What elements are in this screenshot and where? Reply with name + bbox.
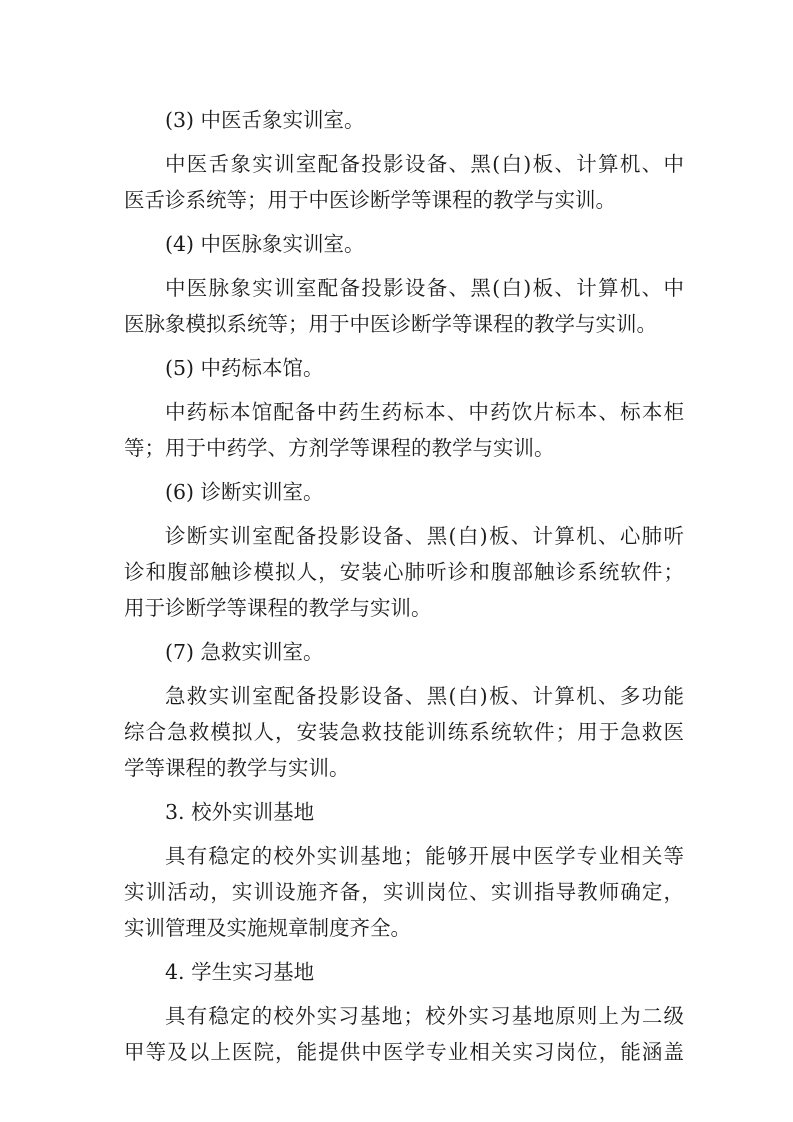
text-line: 甲等及以上医院，能提供中医学专业相关实习岗位，能涵盖 (124, 1040, 684, 1064)
text-line: 医舌诊系统等；用于中医诊断学等课程的教学与实训。 (124, 188, 616, 212)
section-heading: 3. 校外实训基地 (165, 800, 315, 824)
section-heading: (4) 中医脉象实训室。 (165, 232, 365, 256)
section-heading: (5) 中药标本馆。 (165, 356, 324, 380)
text-line: 急救实训室配备投影设备、黑(白)板、计算机、多功能 (165, 684, 684, 708)
section-heading: (7) 急救实训室。 (165, 640, 324, 664)
text-line: 诊和腹部触诊模拟人，安装心肺听诊和腹部触诊系统软件； (124, 560, 684, 584)
paragraph (124, 518, 684, 626)
text-line: 中医舌象实训室配备投影设备、黑(白)板、计算机、中 (165, 152, 684, 176)
section-heading: (3) 中医舌象实训室。 (165, 108, 365, 132)
text-line: 中药标本馆配备中药生药标本、中药饮片标本、标本柜 (165, 400, 684, 424)
paragraph (124, 838, 684, 946)
section-heading: (6) 诊断实训室。 (165, 480, 324, 504)
text-line: 实训活动，实训设施齐备，实训岗位、实训指导教师确定， (124, 880, 684, 904)
paragraph (124, 270, 684, 342)
text-line: 学等课程的教学与实训。 (124, 756, 350, 780)
paragraph (124, 394, 684, 466)
text-line: 医脉象模拟系统等；用于中医诊断学等课程的教学与实训。 (124, 312, 657, 336)
document-page (124, 102, 684, 1070)
text-line: 具有稳定的校外实习基地；校外实习基地原则上为二级 (165, 1004, 684, 1028)
paragraph (124, 678, 684, 786)
text-line: 综合急救模拟人，安装急救技能训练系统软件；用于急救医 (124, 720, 684, 744)
text-line: 用于诊断学等课程的教学与实训。 (124, 596, 432, 620)
paragraph (124, 146, 684, 218)
text-line: 诊断实训室配备投影设备、黑(白)板、计算机、心肺听 (165, 524, 684, 548)
section-heading: 4. 学生实习基地 (165, 960, 315, 984)
text-line: 中医脉象实训室配备投影设备、黑(白)板、计算机、中 (165, 276, 684, 300)
text-line: 具有稳定的校外实训基地；能够开展中医学专业相关等 (165, 844, 684, 868)
text-line: 等；用于中药学、方剂学等课程的教学与实训。 (124, 436, 555, 460)
text-line: 实训管理及实施规章制度齐全。 (124, 916, 411, 940)
paragraph (124, 998, 684, 1070)
